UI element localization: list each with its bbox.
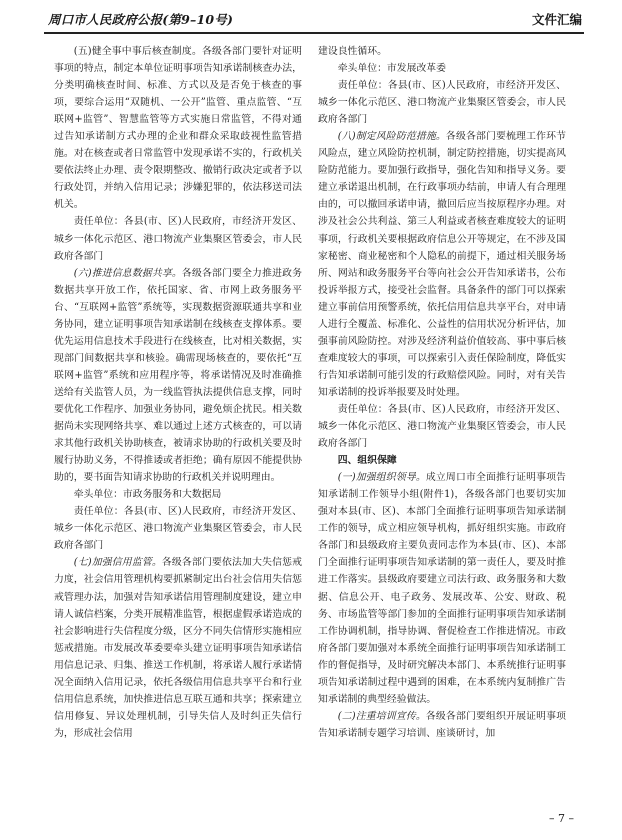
paragraph-risk-prevention (318, 128, 566, 401)
publication-title: 周口市人民政府公报(第9–10号) (48, 12, 234, 27)
paragraph-continuation: 建设良性循环。 (318, 46, 387, 57)
subsection-title: (一)加强组织领导。 (337, 472, 426, 484)
subsection-title: (六)推进信息数据共享。 (73, 267, 182, 279)
responsible-units: 责任单位：各县(市、区)人民政府，市经济开发区、城乡一体化示范区、港口物流产业集聚区管委会，市人民政府各部门 (54, 506, 302, 552)
lead-unit: 牵头单位：市发展改革委 (337, 63, 446, 75)
right-column (318, 43, 566, 742)
subsection-title: (七)加强信用监管。 (73, 557, 162, 569)
paragraph-body: 各级各部门要组织开展证明事项告知承诺制专题学习培训、座谈研讨，加 (318, 710, 566, 739)
paragraph-body: 各级各部门要依法加大失信惩戒力度，社会信用管理机构要抓紧制定出台社会信用失信惩戒管理办法，加强对告知承诺信用管理制度建设，建立申请人诚信档案，分类开展精准监管，根据虚假承诺造成的社会影响进行失信程度分级，区分不同失信情形实施相应惩戒措施。市发展改革委要牵头建立证明事项告知承诺信用信息记录、归集、推送工作机制，将承诺人履行承诺情况全面纳入信用记录，依托各级信用信息共享平台和行业信用信息系统，加快推进信息互联互通和共享；探索建立信用修复、异议处理机制，引导失信人及时纠正失信行为，形成社会信用 (54, 557, 302, 739)
page-number: – 7 – (549, 812, 574, 825)
section-heading: 四、组织保障 (337, 455, 397, 467)
responsible-units: 责任单位：各县(市、区)人民政府，市经济开发区、城乡一体化示范区、港口物流产业集聚区管委会，市人民政府各部门 (54, 216, 302, 262)
header-rule (44, 32, 584, 34)
paragraph-organization-leadership (318, 469, 566, 708)
paragraph-training-publicity (318, 708, 566, 742)
paragraph-body: 各级各部门要梳理工作环节风险点，建立风险防控机制，制定防控措施，切实提高风险防范能力。要加强行政指导，强化告知和指导义务。要建立承诺退出机制，在行政事项办结前，申请人有合理理由的，可以撤回承诺申请，撤回后应当按原程序办理。对涉及社会公共利益、第三人利益或者核查难度较大的证明事项，行政机关要根据政府信息公开等规定，在不涉及国家秘密、商业秘密和个人隐私的前提下，通过相关服务场所、网站和政务服务平台等向社会公开告知承诺书，公布投诉举报方式，接受社会监督。具备条件的部门可以探索建立事前信用预警系统，依托信用信息共享平台，对申请人进行全覆盖、标准化、公益性的信用状况分析评估，加强事前风险防控。对涉及经济利益价值较高、事中事后核查难度较大的事项，可以探索引入责任保险制度，降低实行告知承诺制可能引发的行政赔偿风险。同时，对有关告知承诺制的投诉举报要及时处理。 (318, 131, 566, 398)
paragraph-body: 成立周口市全面推行证明事项告知承诺制工作领导小组(附件1)，各级各部门也要切实加强对本县(市、区)、本部门全面推行证明事项告知承诺制工作的领导，成立相应领导机构，抓好组织实施。市政府各部门和县级政府主要负责同志作为本县(市、区)、本部门全面推行证明事项告知承诺制的第一责任人，要及时推进工作落实。县级政府要建立司法行政、政务服务和大数据、信息公开、电子政务、发展改革、公安、财政、税务、市场监管等部门参加的全面推行证明事项告知承诺制工作协调机制，指导协调、督促检查工作推进情况。市政府各部门要加强对本系统全面推行证明事项告知承诺制工作的督促指导，及时研究解决本部门、本系统推行证明事项告知承诺制过程中遇到的困难，在本系统内复制推广告知承诺制的典型经验做法。 (318, 472, 566, 705)
paragraph-body: 各级各部门要全力推进政务数据共享开放工作，依托国家、省、市网上政务服务平台、“互联网+监管”系统等，实现数据资源联通共享和业务协同，建立证明事项告知承诺制在线核查支撑体系。要优先运用信息技术手段进行在线核查，比对相关数据，实现部门间数据共享和核验。确需现场核查的，要依托“互联网+监管”系统和应用程序等，将承诺情况及时准确推送给有关监管人员，为一线监管执法提供信息支撑，同时要优化工作程序、加强业务协同，避免烦企扰民。相关数据尚未实现网络共享、难以通过上述方式核查的，可以请求其他行政机关协助核查，被请求协助的行政机关要及时履行协助义务，不得推诿或者拒绝；确有原因不能提供协助的，要书面告知请求协助的行政机关并说明理由。 (54, 267, 302, 484)
responsible-units: 责任单位：各县(市、区)人民政府，市经济开发区、城乡一体化示范区、港口物流产业集聚区管委会，市人民政府各部门 (318, 403, 566, 450)
paragraph-verification-system: (五)健全事中事后核查制度。各级各部门要针对证明事项的特点，制定本单位证明事项告知承诺制核查办法，分类明确核查时间、标准、方式以及是否免于核查的事项，要综合运用“双随机、一公开”监管、重点监管、“互联网+监管”、智慧监管等方式实施日常监管，不得对通过告知承诺制方式办理的企业和群众采取歧视性监管措施。对在核查或者日常监管中发现承诺不实的，行政机关要依法终止办理、责令限期整改、撤销行政决定或者予以行政处罚，并纳入信用记录；涉嫌犯罪的，依法移送司法机关。 (54, 46, 302, 211)
left-column (54, 43, 302, 742)
section-label: 文件汇编 (531, 12, 582, 27)
responsible-units: 责任单位：各县(市、区)人民政府，市经济开发区、城乡一体化示范区、港口物流产业集聚区管委会，市人民政府各部门 (318, 80, 566, 126)
subsection-title: (八)制定风险防范措施。 (337, 131, 446, 143)
paragraph-data-sharing (54, 265, 302, 487)
lead-unit: 牵头单位：市政务服务和大数据局 (73, 489, 222, 501)
subsection-title: (二)注重培训宣传。 (337, 710, 426, 722)
paragraph-credit-supervision (54, 554, 302, 742)
